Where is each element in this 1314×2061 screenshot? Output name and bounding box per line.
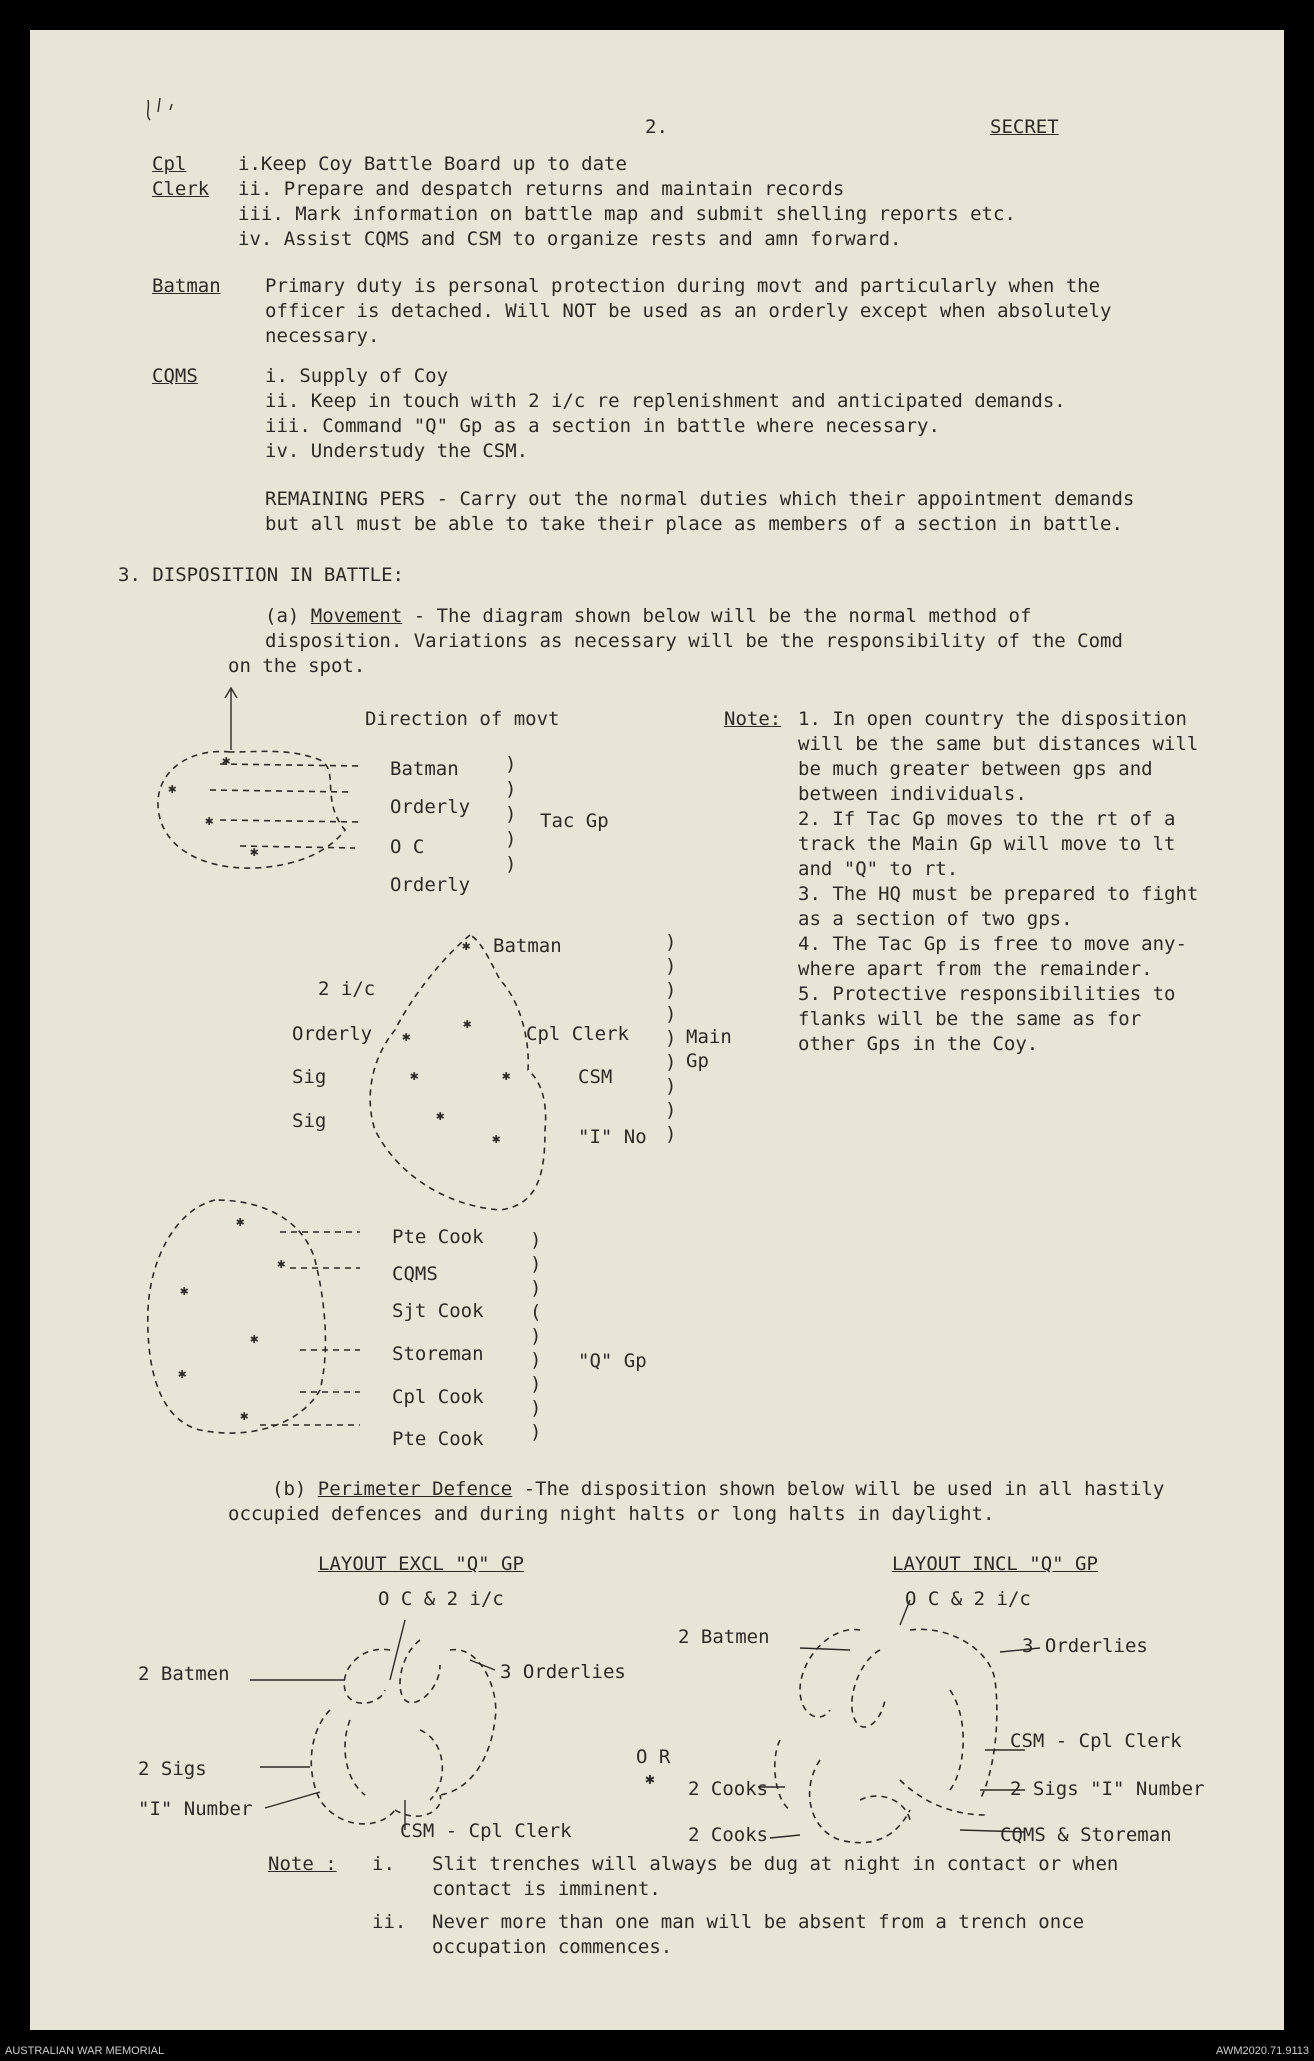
layout-incl-cooks: 2 Cooks bbox=[688, 1778, 769, 1800]
cpl-clerk-label-1: Cpl bbox=[152, 153, 187, 175]
cqms-item: ii. Keep in touch with 2 i/c re replenishment and anticipated demands. bbox=[265, 390, 1066, 412]
layout-excl-csm: CSM - Cpl Clerk bbox=[400, 1820, 572, 1842]
q-gp-member: Storeman bbox=[392, 1343, 484, 1365]
layout-incl-or: O R bbox=[636, 1746, 671, 1768]
final-note-number: ii. bbox=[372, 1911, 407, 1933]
layout-excl-orderlies: 3 Orderlies bbox=[500, 1661, 626, 1683]
perimeter-paragraph: (b) Perimeter Defence -The disposition shown below will be used in all hastily bbox=[272, 1478, 1165, 1500]
layout-incl-cqms: CQMS & Storeman bbox=[1000, 1824, 1172, 1846]
tac-gp-member: Orderly bbox=[390, 874, 471, 896]
svg-text:✱: ✱ bbox=[222, 753, 231, 769]
note-line: as a section of two gps. bbox=[798, 908, 1073, 930]
svg-text:✱: ✱ bbox=[240, 1408, 249, 1424]
layout-excl-sigs: 2 Sigs bbox=[138, 1758, 207, 1780]
cpl-clerk-item: iv. Assist CQMS and CSM to organize rests and amn forward. bbox=[238, 228, 902, 250]
main-gp-outline bbox=[370, 935, 545, 1210]
or-mark: ✱ bbox=[645, 1769, 655, 1788]
cpl-clerk-item: iii. Mark information on battle map and submit shelling reports etc. bbox=[238, 203, 1016, 225]
archive-reference: AWM2020.71.9113 bbox=[1216, 2045, 1309, 2057]
main-gp-member: Cpl Clerk bbox=[526, 1023, 629, 1045]
cqms-label: CQMS bbox=[152, 365, 198, 387]
note-line: 3. The HQ must be prepared to fight bbox=[798, 883, 1199, 905]
note-line: 4. The Tac Gp is free to move any- bbox=[798, 933, 1187, 955]
cpl-clerk-item: ii. Prepare and despatch returns and maintain records bbox=[238, 178, 845, 200]
classification-marking: SECRET bbox=[990, 116, 1059, 138]
remaining-pers-text: REMAINING PERS - Carry out the normal duties which their appointment demands bbox=[265, 488, 1135, 510]
main-gp-brackets: ) ) ) ) ) ) ) ) ) bbox=[665, 931, 677, 1145]
svg-text:✱: ✱ bbox=[502, 1068, 511, 1084]
layout-incl-sigs: 2 Sigs "I" Number bbox=[1010, 1778, 1205, 1800]
tac-gp-member: O C bbox=[390, 836, 425, 858]
note-line: 5. Protective responsibilities to bbox=[798, 983, 1176, 1005]
note-line: be much greater between gps and bbox=[798, 758, 1153, 780]
svg-text:✱: ✱ bbox=[436, 1108, 445, 1124]
layout-incl-orderlies: 3 Orderlies bbox=[1022, 1635, 1148, 1657]
final-note-text: contact is imminent. bbox=[432, 1878, 661, 1900]
q-gp-member: Pte Cook bbox=[392, 1428, 484, 1450]
main-gp-member: Sig bbox=[292, 1066, 327, 1088]
q-gp-outline bbox=[148, 1200, 360, 1433]
cqms-item: iii. Command "Q" Gp as a section in battle where necessary. bbox=[265, 415, 940, 437]
note-line: track the Main Gp will move to lt bbox=[798, 833, 1176, 855]
note-line: flanks will be the same as for bbox=[798, 1008, 1142, 1030]
final-note-text: occupation commences. bbox=[432, 1936, 673, 1958]
cpl-clerk-label-2: Clerk bbox=[152, 178, 210, 200]
svg-text:✱: ✱ bbox=[410, 1068, 419, 1084]
tac-gp-member: Orderly bbox=[390, 796, 471, 818]
layout-excl-oc: O C & 2 i/c bbox=[378, 1588, 504, 1610]
svg-text:✱: ✱ bbox=[168, 781, 177, 797]
q-gp-marks bbox=[178, 1214, 286, 1424]
cpl-clerk-item: i.Keep Coy Battle Board up to date bbox=[238, 153, 627, 175]
tac-gp-marks bbox=[168, 753, 259, 860]
batman-label: Batman bbox=[152, 275, 221, 297]
svg-text:✱: ✱ bbox=[178, 1366, 187, 1382]
svg-text:✱: ✱ bbox=[236, 1214, 245, 1230]
note-line: 2. If Tac Gp moves to the rt of a bbox=[798, 808, 1176, 830]
layout-incl-batmen: 2 Batmen bbox=[678, 1626, 770, 1648]
batman-text: officer is detached. Will NOT be used as an orderly except when absolutely bbox=[265, 300, 1112, 322]
layout-incl-csm: CSM - Cpl Clerk bbox=[1010, 1730, 1182, 1752]
main-gp-member: Batman bbox=[493, 935, 562, 957]
layout-excl-perimeter bbox=[250, 1620, 496, 1830]
cqms-item: i. Supply of Coy bbox=[265, 365, 449, 387]
main-gp-label: Main bbox=[686, 1026, 732, 1048]
svg-text:✱: ✱ bbox=[462, 938, 471, 954]
final-note-label: Note : bbox=[268, 1853, 337, 1875]
q-gp-member: Pte Cook bbox=[392, 1226, 484, 1248]
svg-text:✱: ✱ bbox=[205, 813, 214, 829]
layout-excl-i-number: "I" Number bbox=[138, 1798, 253, 1820]
svg-text:✱: ✱ bbox=[492, 1131, 501, 1147]
archive-credit: AUSTRALIAN WAR MEMORIAL bbox=[5, 2045, 165, 2057]
q-gp-member: CQMS bbox=[392, 1263, 438, 1285]
svg-text:✱: ✱ bbox=[463, 1016, 472, 1032]
direction-arrow bbox=[225, 688, 237, 750]
batman-text: Primary duty is personal protection during movt and particularly when the bbox=[265, 275, 1101, 297]
tac-gp-outline bbox=[158, 751, 360, 868]
final-note-text: Slit trenches will always be dug at night in contact or when bbox=[432, 1853, 1119, 1875]
movement-paragraph: (a) Movement - The diagram shown below will be the normal method of bbox=[265, 605, 1032, 627]
svg-text:✱: ✱ bbox=[250, 844, 259, 860]
svg-text:✱: ✱ bbox=[277, 1256, 286, 1272]
notes-label: Note: bbox=[724, 708, 782, 730]
layout-incl-cooks: 2 Cooks bbox=[688, 1824, 769, 1846]
main-gp-label: Gp bbox=[686, 1050, 709, 1072]
batman-text: necessary. bbox=[265, 325, 380, 347]
cqms-item: iv. Understudy the CSM. bbox=[265, 440, 529, 462]
note-line: will be the same but distances will bbox=[798, 733, 1199, 755]
page-number: 2. bbox=[645, 116, 668, 138]
q-gp-member: Cpl Cook bbox=[392, 1386, 484, 1408]
section-heading: 3. DISPOSITION IN BATTLE: bbox=[118, 564, 404, 586]
svg-text:✱: ✱ bbox=[402, 1029, 411, 1045]
svg-text:✱: ✱ bbox=[180, 1283, 189, 1299]
layout-excl-batmen: 2 Batmen bbox=[138, 1663, 230, 1685]
layout-incl-title: LAYOUT INCL "Q" GP bbox=[892, 1553, 1098, 1575]
movement-text: disposition. Variations as necessary will be the responsibility of the Comd bbox=[265, 630, 1123, 652]
note-line: other Gps in the Coy. bbox=[798, 1033, 1039, 1055]
note-line: where apart from the remainder. bbox=[798, 958, 1153, 980]
movement-text: on the spot. bbox=[228, 655, 366, 677]
main-gp-member: Orderly bbox=[292, 1023, 373, 1045]
svg-text:✱: ✱ bbox=[250, 1331, 259, 1347]
remaining-pers-text: but all must be able to take their place as members of a section in battle. bbox=[265, 513, 1123, 535]
final-note-number: i. bbox=[372, 1853, 395, 1875]
layout-incl-oc: O C & 2 i/c bbox=[905, 1588, 1031, 1610]
note-line: and "Q" to rt. bbox=[798, 858, 959, 880]
main-gp-member: "I" No bbox=[578, 1126, 647, 1148]
note-line: between individuals. bbox=[798, 783, 1027, 805]
tac-gp-brackets: ) ) ) ) ) bbox=[505, 753, 517, 875]
direction-of-movt-label: Direction of movt bbox=[365, 708, 560, 730]
layout-excl-title: LAYOUT EXCL "Q" GP bbox=[318, 1553, 524, 1575]
q-gp-member: Sjt Cook bbox=[392, 1300, 484, 1322]
main-gp-marks bbox=[402, 938, 511, 1147]
tac-gp-label: Tac Gp bbox=[540, 810, 609, 832]
pencil-mark bbox=[148, 98, 172, 120]
tac-gp-member: Batman bbox=[390, 758, 459, 780]
main-gp-member: CSM bbox=[578, 1066, 613, 1088]
main-gp-member: 2 i/c bbox=[318, 978, 376, 1000]
main-gp-member: Sig bbox=[292, 1110, 327, 1132]
q-gp-label: "Q" Gp bbox=[578, 1350, 647, 1372]
q-gp-brackets: ) ) ) ( ) ) ) ) ) bbox=[530, 1229, 542, 1443]
final-note-text: Never more than one man will be absent from a trench once bbox=[432, 1911, 1085, 1933]
perimeter-text: occupied defences and during night halts or long halts in daylight. bbox=[228, 1503, 995, 1525]
note-line: 1. In open country the disposition bbox=[798, 708, 1187, 730]
